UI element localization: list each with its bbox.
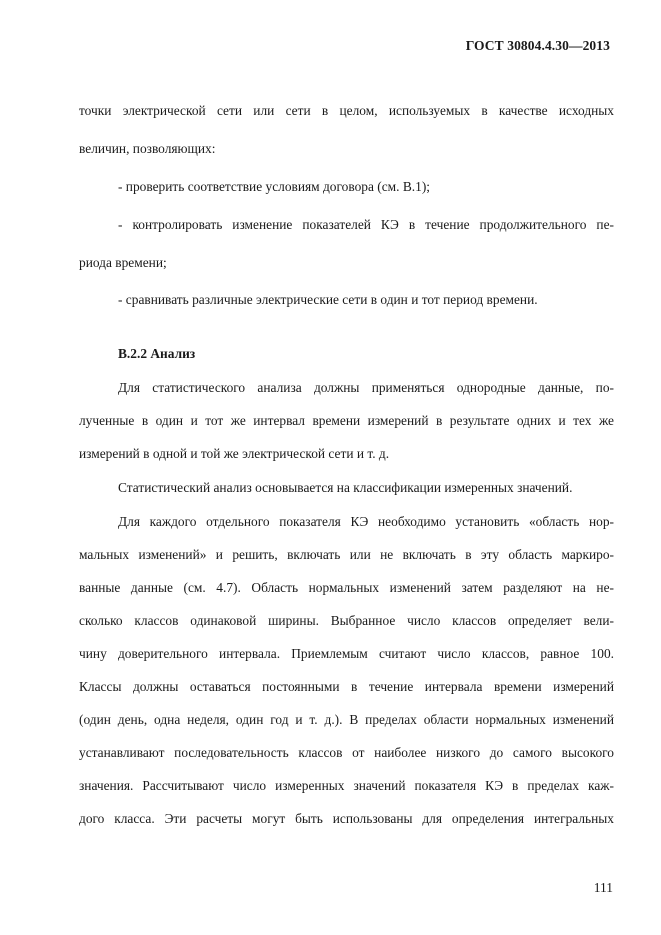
text-line: дого класса. Эти расчеты могут быть использованы для определения интегральных — [79, 811, 614, 826]
list-item: - проверить соответствие условиям договора (см. В.1); — [118, 179, 430, 194]
text-line: ванные данные (см. 4.7). Область нормальных изменений затем разделяют на не- — [79, 580, 614, 595]
text-line: сколько классов одинаковой ширины. Выбранное число классов определяет вели- — [79, 613, 614, 628]
text-line: Классы должны оставаться постоянными в течение интервала времени измерений — [79, 679, 614, 694]
list-item: - сравнивать различные электрические сети в один и тот период времени. — [118, 292, 538, 307]
text-line: Для статистического анализа должны применяться однородные данные, по- — [118, 380, 614, 395]
page-number: 111 — [593, 880, 613, 895]
text-line: величин, позволяющих: — [79, 141, 216, 156]
text-line: чину доверительного интервала. Приемлемым считают число классов, равное 100. — [79, 646, 614, 661]
text-line: устанавливают последовательность классов от наиболее низкого до самого высокого — [79, 745, 614, 760]
page-header: ГОСТ 30804.4.30—2013 — [465, 38, 610, 53]
text-line: риода времени; — [79, 255, 167, 270]
section-heading: В.2.2 Анализ — [118, 346, 196, 361]
text-line: Статистический анализ основывается на классификации измеренных значений. — [118, 480, 573, 495]
text-line: мальных изменений» и решить, включать или не включать в эту область маркиро- — [79, 547, 614, 562]
text-line: лученные в один и тот же интервал времени измерений в результате одних и тех же — [79, 413, 614, 428]
text-line: Для каждого отдельного показателя КЭ необходимо установить «область нор- — [118, 514, 614, 529]
text-line: (один день, одна неделя, один год и т. д.). В пределах области нормальных изменений — [79, 712, 614, 727]
text-line: точки электрической сети или сети в целом, используемых в качестве исходных — [79, 103, 614, 118]
text-line: измерений в одной и той же электрической сети и т. д. — [79, 446, 390, 461]
list-item: - контролировать изменение показателей КЭ в течение продолжительного пе- — [118, 217, 614, 232]
text-line: значения. Рассчитывают число измеренных значений показателя КЭ в пределах каж- — [79, 778, 614, 793]
